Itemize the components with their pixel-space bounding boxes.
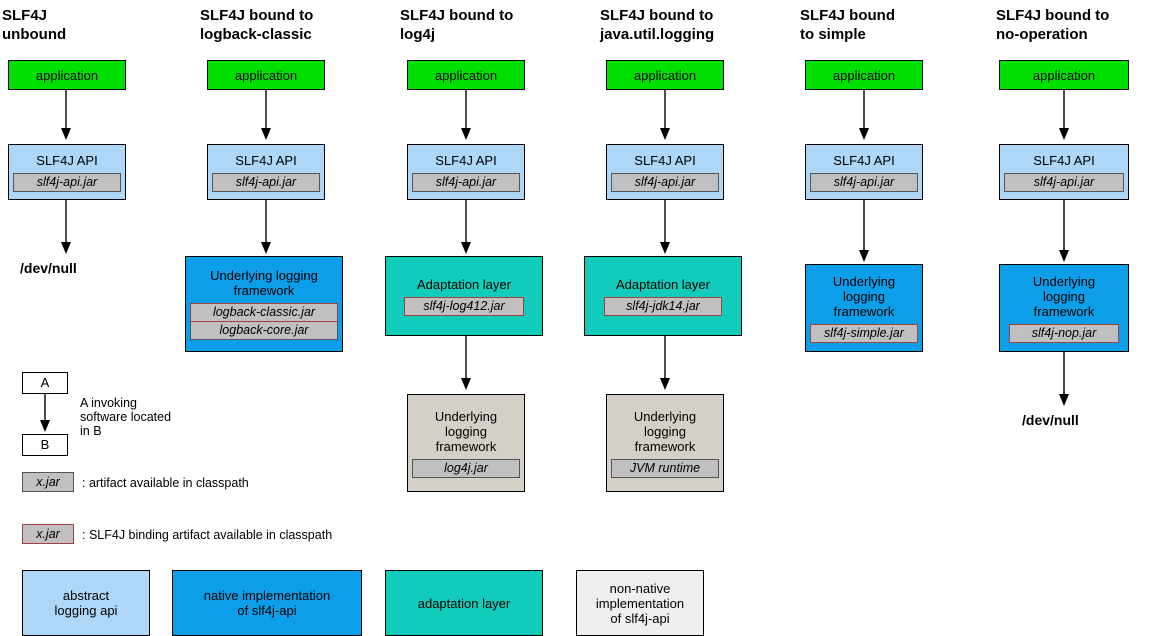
legend-invoking-line3: in B [80, 424, 102, 438]
node-label-line3: framework [833, 303, 895, 319]
node-label-line1: Underlying [434, 408, 498, 424]
node-underlying-framework [805, 264, 923, 352]
node-label: application [434, 67, 498, 83]
node-label-line3: framework [1033, 303, 1095, 319]
node-label: SLF4J API [1033, 152, 1095, 168]
column-title [600, 6, 788, 44]
jar-slf4j-api: slf4j-api.jar [810, 173, 918, 192]
node-label: Adaptation layer [616, 276, 710, 292]
column-title-line2: java.util.logging [600, 26, 715, 43]
arrow-api-to-framework [258, 200, 274, 256]
column-title-line2: no-operation [996, 26, 1088, 43]
jar-jvm-runtime: JVM runtime [611, 459, 719, 478]
node-label-line2: logging [445, 423, 487, 439]
column-title-line1: SLF4J bound to [600, 7, 714, 24]
legend-key-label-line1: adaptation layer [417, 595, 511, 611]
column-title [400, 6, 588, 44]
node-label-line1: Underlying [832, 273, 896, 289]
arrow-api-to-adaptation [458, 200, 474, 256]
arrow-api-to-adaptation [657, 200, 673, 256]
node-slf4j-api [207, 144, 325, 200]
node-application [999, 60, 1129, 90]
legend-key-non-native-implementation [576, 570, 704, 636]
node-application [606, 60, 724, 90]
node-underlying-framework [606, 394, 724, 492]
node-adaptation-layer [584, 256, 742, 336]
node-label-line1: Underlying [1032, 273, 1096, 289]
legend-artifact-text: : artifact available in classpath [82, 476, 249, 490]
legend-box-b-label: B [40, 437, 50, 452]
jar-slf4j-api: slf4j-api.jar [212, 173, 320, 192]
legend-key-label-line2: implementation [595, 595, 685, 611]
legend-invoking-line2: software located [80, 410, 172, 424]
node-label: application [633, 67, 697, 83]
arrow-application-to-api [258, 90, 274, 142]
node-label-line2: framework [233, 283, 295, 298]
jar-slf4j-api: slf4j-api.jar [412, 173, 520, 192]
column-title [200, 6, 388, 44]
column-title-line2: to simple [800, 26, 866, 43]
node-label-line2: logging [644, 423, 686, 439]
jar-slf4j-log412: slf4j-log412.jar [404, 297, 524, 316]
jar-logback-core: logback-core.jar [190, 322, 338, 340]
legend-binding-jar-label: x.jar [36, 527, 60, 541]
column-slf4j-logback-classic [198, 0, 388, 44]
column-title-line2: log4j [400, 26, 436, 43]
node-label: SLF4J API [36, 152, 98, 168]
label-dev-null: /dev/null [20, 260, 77, 276]
column-title-line2: logback-classic [200, 26, 312, 43]
column-slf4j-jul [598, 0, 788, 44]
node-label-line2: logging [843, 288, 885, 304]
column-title-line1: SLF4J bound to [400, 7, 514, 24]
node-label: application [35, 67, 99, 83]
column-slf4j-simple [798, 0, 988, 44]
column-title-line2: unbound [2, 26, 67, 43]
arrow-application-to-api [1056, 90, 1072, 142]
node-label: SLF4J API [435, 152, 497, 168]
node-label [431, 406, 501, 457]
arrow-framework-to-devnull [1056, 352, 1072, 408]
node-label [630, 406, 700, 457]
node-slf4j-api [407, 144, 525, 200]
arrow-application-to-api [458, 90, 474, 142]
node-slf4j-api [8, 144, 126, 200]
node-label [206, 265, 322, 301]
node-application [407, 60, 525, 90]
node-application [207, 60, 325, 90]
node-application [805, 60, 923, 90]
node-label: application [832, 67, 896, 83]
arrow-api-to-framework [856, 200, 872, 264]
node-label-line1: Underlying [633, 408, 697, 424]
node-label: SLF4J API [235, 152, 297, 168]
node-label: application [1032, 67, 1096, 83]
legend-binding-jar [22, 524, 74, 544]
column-title-line1: SLF4J bound to [200, 7, 314, 24]
column-slf4j-unbound [0, 0, 190, 44]
node-adaptation-layer [385, 256, 543, 336]
node-label: application [234, 67, 298, 83]
column-title [2, 6, 190, 44]
node-slf4j-api [606, 144, 724, 200]
node-label: SLF4J API [833, 152, 895, 168]
legend-binding-text: : SLF4J binding artifact available in classpath [82, 528, 333, 542]
legend-key-label-line3: of slf4j-api [610, 610, 670, 626]
column-title [996, 6, 1152, 44]
node-underlying-framework [407, 394, 525, 492]
jar-slf4j-api: slf4j-api.jar [1004, 173, 1124, 192]
legend-box-a-label: A [40, 375, 50, 390]
jar-slf4j-simple: slf4j-simple.jar [810, 324, 918, 343]
legend-key-label-line2: of slf4j-api [237, 603, 297, 618]
legend-key-label-line1: abstract [62, 588, 110, 603]
legend-key-label-line1: native implementation [203, 588, 331, 603]
legend-box-a [22, 372, 68, 394]
column-title-line1: SLF4J bound [800, 7, 895, 24]
node-label [1029, 271, 1099, 322]
column-title [800, 6, 988, 44]
column-title-line1: SLF4J bound to [996, 7, 1110, 24]
jar-logback-classic: logback-classic.jar [190, 303, 338, 322]
arrow-application-to-api [657, 90, 673, 142]
node-label-line3: framework [435, 438, 497, 454]
node-application [8, 60, 126, 90]
node-label [829, 271, 899, 322]
legend-key-label-line1: non-native [609, 580, 671, 596]
legend-key-abstract-logging-api [22, 570, 150, 636]
node-label-line2: logging [1043, 288, 1085, 304]
node-label-line3: framework [634, 438, 696, 454]
node-label-line1: Underlying logging [210, 268, 318, 283]
arrow-application-to-api [58, 90, 74, 142]
legend-arrow-a-to-b [37, 394, 53, 434]
arrow-application-to-api [856, 90, 872, 142]
node-label: SLF4J API [634, 152, 696, 168]
jar-slf4j-nop: slf4j-nop.jar [1009, 324, 1119, 343]
arrow-api-to-devnull [58, 200, 74, 256]
legend-artifact-jar-label: x.jar [36, 475, 60, 489]
legend-box-b [22, 434, 68, 456]
node-underlying-framework [185, 256, 343, 352]
node-underlying-framework [999, 264, 1129, 352]
label-dev-null: /dev/null [1022, 412, 1079, 428]
legend-artifact-jar [22, 472, 74, 492]
column-slf4j-nop [994, 0, 1152, 44]
legend-key-native-implementation [172, 570, 362, 636]
jar-slf4j-api: slf4j-api.jar [13, 173, 121, 192]
legend-key-adaptation-layer [385, 570, 543, 636]
legend-invoking-line1: A invoking [80, 396, 137, 410]
legend-invoking-text [80, 396, 210, 438]
arrow-adaptation-to-framework [458, 336, 474, 392]
jar-slf4j-jdk14: slf4j-jdk14.jar [604, 297, 722, 316]
jar-slf4j-api: slf4j-api.jar [611, 173, 719, 192]
node-slf4j-api [805, 144, 923, 200]
column-slf4j-log4j [398, 0, 588, 44]
arrow-api-to-framework [1056, 200, 1072, 264]
column-title-line1: SLF4J [2, 7, 48, 24]
node-label: Adaptation layer [417, 276, 511, 292]
jar-log4j: log4j.jar [412, 459, 520, 478]
arrow-adaptation-to-framework [657, 336, 673, 392]
node-slf4j-api [999, 144, 1129, 200]
legend-key-label-line2: logging api [54, 603, 118, 618]
